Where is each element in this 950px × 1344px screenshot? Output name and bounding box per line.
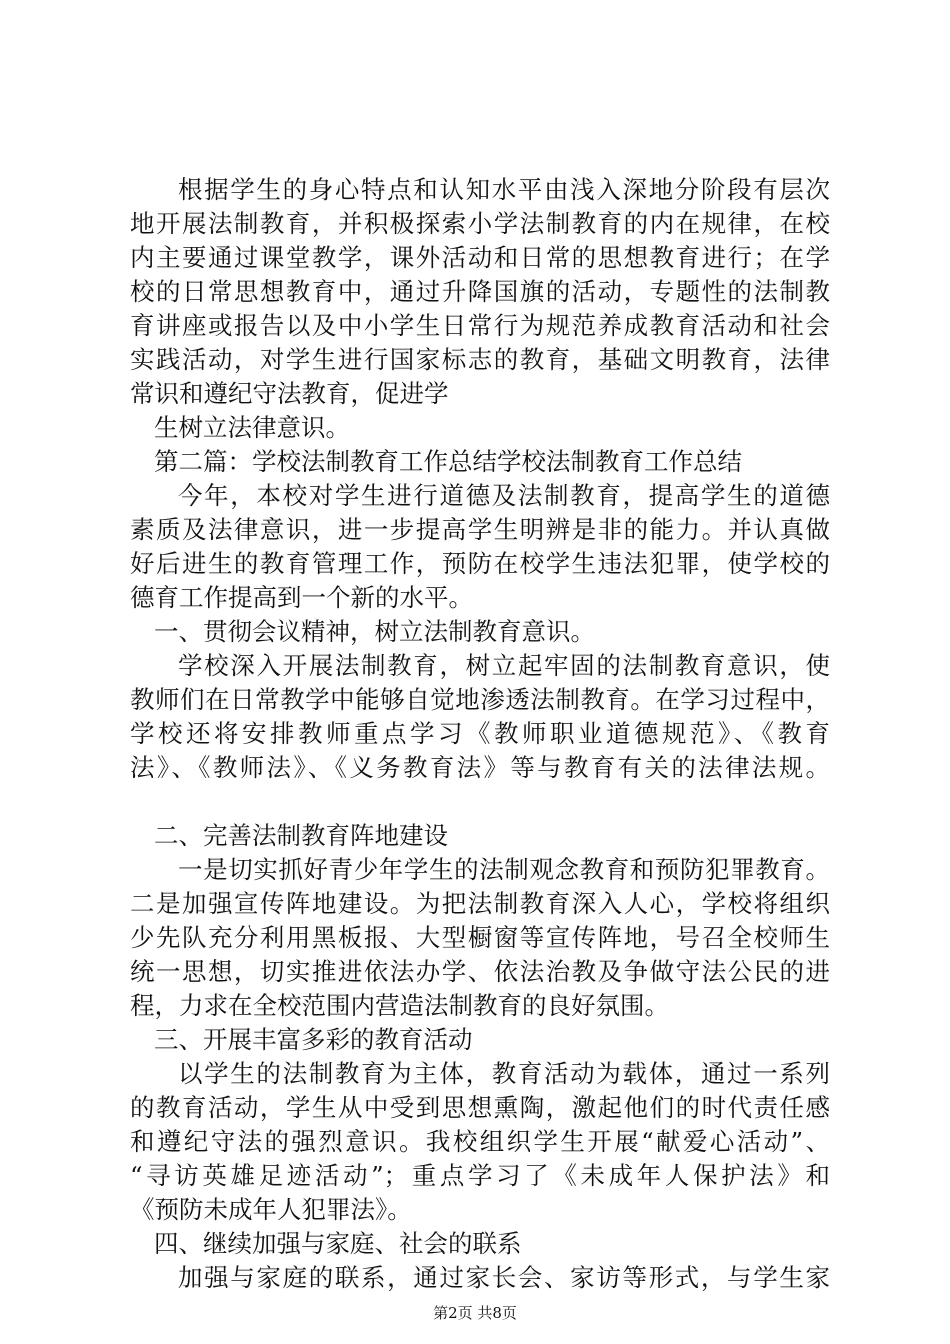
text-line: 好后进生的教育管理工作，预防在校学生违法犯罪，使学校的 [130,549,830,578]
text-line: “寻访英雄足迹活动”；重点学习了《未成年人保护法》和 [130,1161,830,1190]
section-heading: 三、开展丰富多彩的教育活动 [154,1025,473,1054]
section-heading: 一、贯彻会议精神，树立法制教育意识。 [154,617,595,646]
text-line: 少先队充分利用黑板报、大型橱窗等宣传阵地，号召全校师生 [130,923,830,952]
text-line: 育讲座或报告以及中小学生日常行为规范养成教育活动和社会 [130,311,830,340]
text-line: 《预防未成年人犯罪法》。 [130,1195,412,1224]
text-line: 加强与家庭的联系，通过家长会、家访等形式，与学生家 [178,1263,830,1292]
text-line: 学校深入开展法制教育，树立起牢固的法制教育意识，使 [178,651,830,680]
text-line: 程，力求在全校范围内营造法制教育的良好氛围。 [130,991,669,1020]
section-title: 第二篇：学校法制教育工作总结学校法制教育工作总结 [154,447,742,476]
text-line: 教师们在日常教学中能够自觉地渗透法制教育。在学习过程中， [130,685,830,714]
text-line: 和遵纪守法的强烈意识。我校组织学生开展“献爱心活动”、 [130,1127,830,1156]
section-heading: 二、完善法制教育阵地建设 [154,821,448,850]
text-line: 校的日常思想教育中，通过升降国旗的活动，专题性的法制教 [130,277,830,306]
text-line: 常识和遵纪守法教育，促进学 [130,379,449,408]
text-line: 生树立法律意识。 [154,413,350,442]
text-line: 一是切实抓好青少年学生的法制观念教育和预防犯罪教育。 [178,855,830,884]
text-line: 根据学生的身心特点和认知水平由浅入深地分阶段有层次 [178,175,830,204]
text-line: 德育工作提高到一个新的水平。 [130,583,473,612]
text-line: 学校还将安排教师重点学习《教师职业道德规范》、《教育 [130,719,830,748]
page-number-footer: 第2页 共8页 [433,1304,517,1322]
text-line: 素质及法律意识，进一步提高学生明辨是非的能力。并认真做 [130,515,830,544]
text-line: 以学生的法制教育为主体，教育活动为载体，通过一系列 [178,1059,830,1088]
text-line: 内主要通过课堂教学，课外活动和日常的思想教育进行；在学 [130,243,830,272]
text-line: 统一思想，切实推进依法办学、依法治教及争做守法公民的进 [130,957,830,986]
text-line: 二是加强宣传阵地建设。为把法制教育深入人心，学校将组织 [130,889,830,918]
text-line: 的教育活动，学生从中受到思想熏陶，激起他们的时代责任感 [130,1093,830,1122]
section-heading: 四、继续加强与家庭、社会的联系 [154,1229,522,1258]
text-line: 今年，本校对学生进行道德及法制教育，提高学生的道德 [178,481,830,510]
text-line: 实践活动，对学生进行国家标志的教育，基础文明教育，法律 [130,345,830,374]
text-line: 地开展法制教育，并积极探索小学法制教育的内在规律，在校 [130,209,830,238]
text-line: 法》、《教师法》、《义务教育法》等与教育有关的法律法规。 [130,753,830,782]
